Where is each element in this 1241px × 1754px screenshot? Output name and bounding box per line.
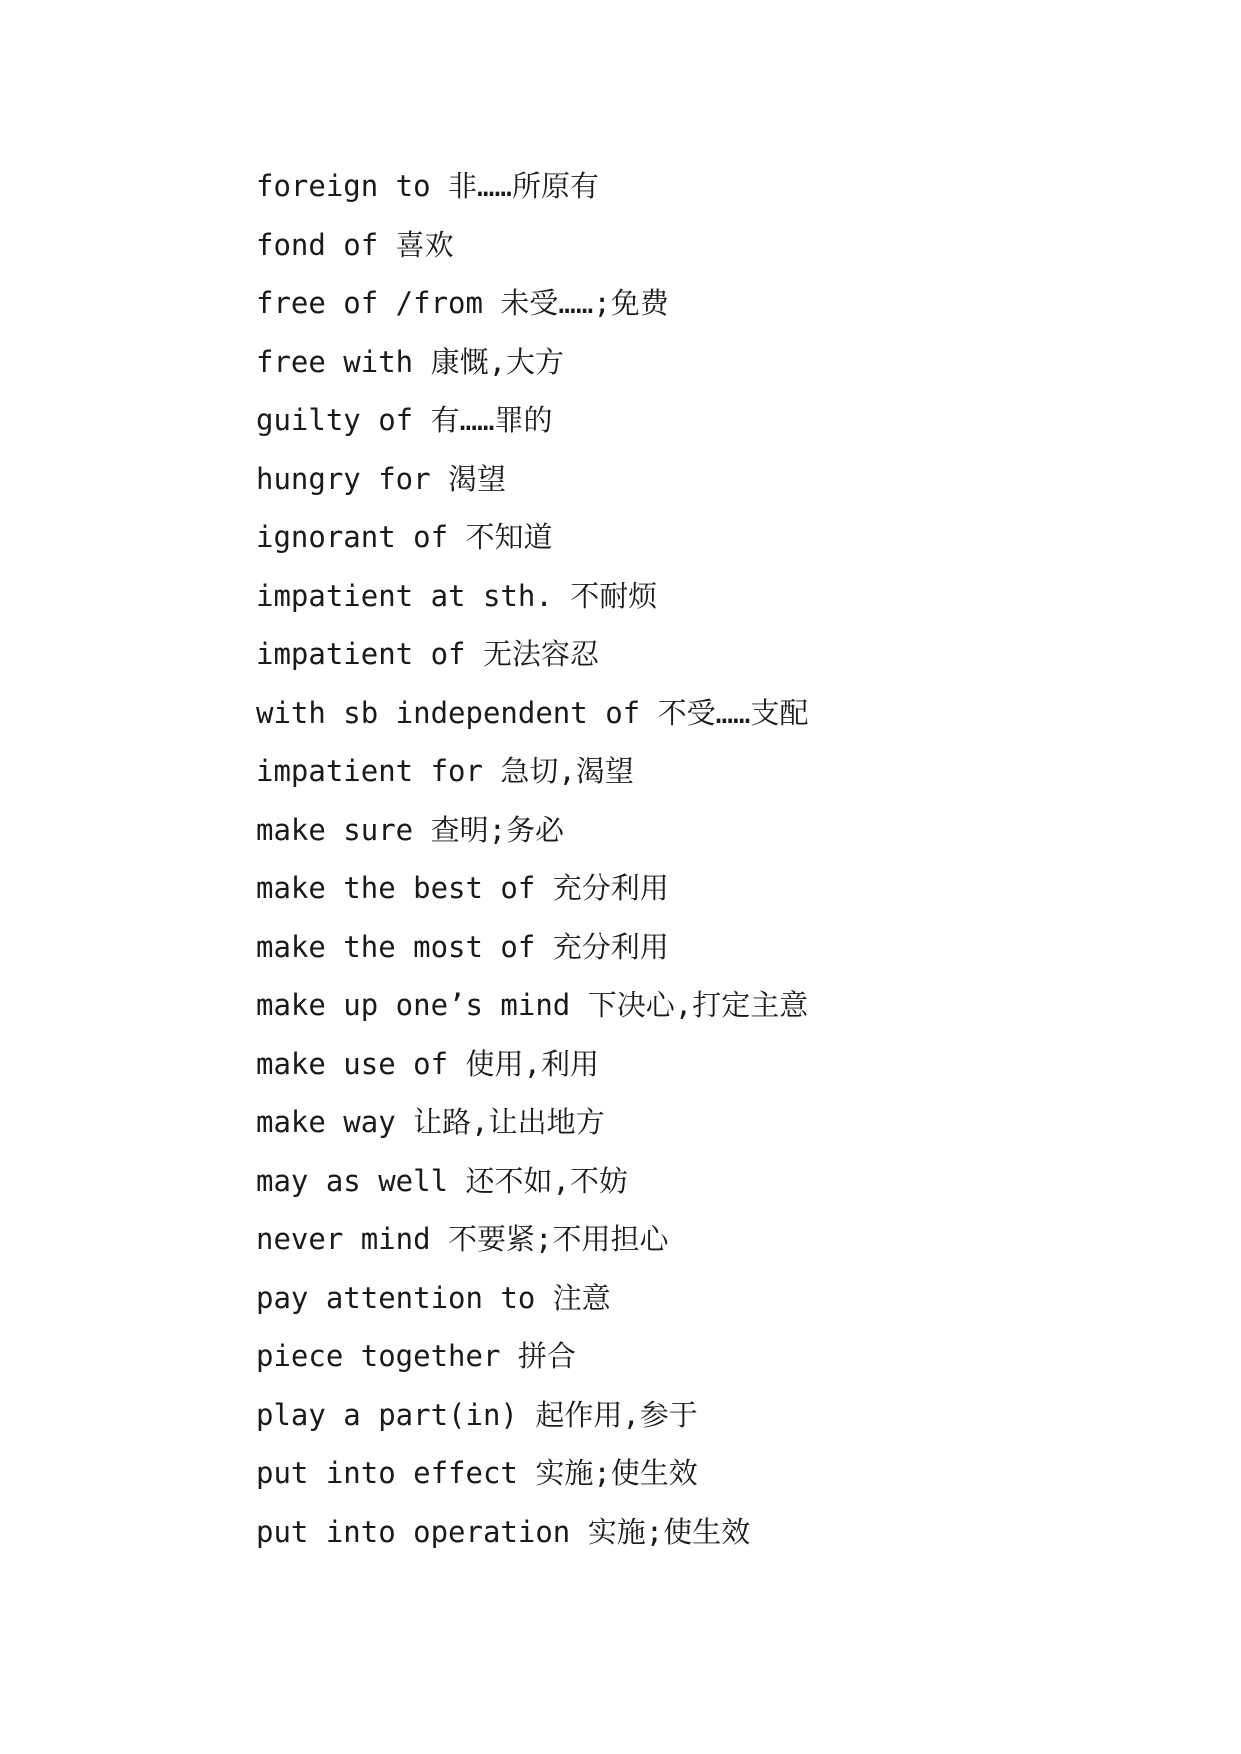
phrase-line: make the best of 充分利用 (256, 871, 669, 905)
phrase-line: never mind 不要紧;不用担心 (256, 1222, 669, 1256)
phrase-line: impatient of 无法容忍 (256, 637, 599, 671)
phrase-line: make way 让路,让出地方 (256, 1105, 605, 1139)
phrase-line: impatient for 急切,渴望 (256, 754, 634, 788)
phrase-line: make sure 查明;务必 (256, 812, 565, 847)
phrase-line: guilty of 有……罪的 (256, 403, 553, 437)
phrase-line: impatient at sth. 不耐烦 (256, 578, 658, 613)
phrase-line: pay attention to 注意 (256, 1280, 611, 1315)
phrase-line: ignorant of 不知道 (256, 520, 553, 554)
phrase-line: free with 康慨,大方 (256, 344, 565, 379)
phrase-line: make the most of 充分利用 (256, 929, 669, 964)
phrase-line: make up one’s mind 下决心,打定主意 (256, 988, 809, 1022)
phrase-line: foreign to 非……所原有 (256, 169, 599, 203)
phrase-line: put into operation 实施;使生效 (256, 1514, 751, 1549)
phrase-list (256, 157, 809, 1561)
phrase-line: free of /from 未受……;免费 (256, 286, 669, 320)
phrase-line: hungry for 渴望 (256, 461, 507, 496)
phrase-line: may as well 还不如,不妨 (256, 1163, 628, 1198)
phrase-line: with sb independent of 不受……支配 (256, 695, 809, 730)
phrase-line: make use of 使用,利用 (256, 1046, 599, 1081)
phrase-line: put into effect 实施;使生效 (256, 1456, 698, 1490)
phrase-line: piece together 拼合 (256, 1339, 576, 1373)
phrase-line: fond of 喜欢 (256, 227, 454, 262)
phrase-line: play a part(in) 起作用,参于 (256, 1397, 698, 1432)
